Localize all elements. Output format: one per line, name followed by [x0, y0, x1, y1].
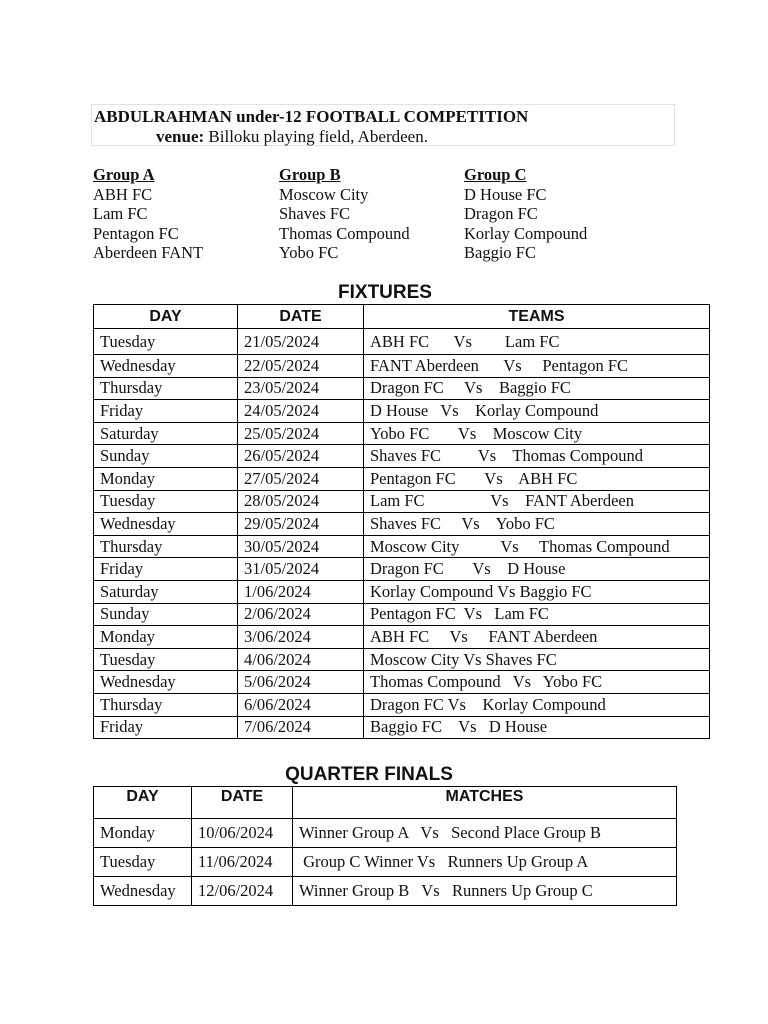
qf-day: Tuesday	[94, 848, 192, 877]
fixture-date: 7/06/2024	[238, 716, 364, 739]
fixture-date: 5/06/2024	[238, 671, 364, 694]
qf-match: Winner Group B Vs Runners Up Group C	[293, 877, 677, 906]
fixture-date: 1/06/2024	[238, 580, 364, 603]
fixture-row	[94, 490, 710, 513]
fixture-row	[94, 329, 710, 355]
group-team: Lam FC	[93, 204, 148, 223]
fixtures-table	[93, 304, 710, 739]
fixture-teams: Dragon FC Vs Korlay Compound	[364, 693, 710, 716]
fixture-date: 30/05/2024	[238, 535, 364, 558]
fixture-date: 6/06/2024	[238, 693, 364, 716]
group-team: Pentagon FC	[93, 223, 179, 243]
fixture-teams: Pentagon FC Vs ABH FC	[364, 467, 710, 490]
group-title: Group C	[464, 165, 527, 184]
group-title: Group A	[93, 165, 155, 184]
venue-value: Billoku playing field, Aberdeen.	[208, 127, 428, 146]
qf-date: 12/06/2024	[192, 877, 293, 906]
matches-header: MATCHES	[293, 787, 677, 819]
fixture-teams: FANT Aberdeen Vs Pentagon FC	[364, 355, 710, 378]
fixture-date: 23/05/2024	[238, 377, 364, 400]
fixture-day: Tuesday	[94, 648, 238, 671]
fixture-row	[94, 580, 710, 603]
fixture-row	[94, 422, 710, 445]
group-team: D House FC	[464, 184, 547, 204]
fixture-day: Saturday	[94, 422, 238, 445]
qf-date: 10/06/2024	[192, 819, 293, 848]
fixture-date: 28/05/2024	[238, 490, 364, 513]
venue-label: venue:	[156, 127, 205, 146]
group-title: Group B	[279, 165, 341, 184]
fixture-teams: Baggio FC Vs D House	[364, 716, 710, 739]
fixture-teams: Shaves FC Vs Thomas Compound	[364, 445, 710, 468]
fixture-day: Sunday	[94, 603, 238, 626]
fixture-row	[94, 693, 710, 716]
group-team: Aberdeen FANT	[93, 243, 204, 262]
fixture-row	[94, 400, 710, 423]
fixture-date: 25/05/2024	[238, 422, 364, 445]
group-a	[93, 165, 273, 263]
fixture-date: 31/05/2024	[238, 558, 364, 581]
fixture-teams: Thomas Compound Vs Yobo FC	[364, 671, 710, 694]
fixture-teams: ABH FC Vs Lam FC	[364, 329, 710, 355]
qf-match: Winner Group A Vs Second Place Group B	[293, 819, 677, 848]
fixture-day: Wednesday	[94, 513, 238, 536]
fixture-row	[94, 377, 710, 400]
quarter-final-row	[94, 877, 677, 906]
qf-day: Wednesday	[94, 877, 192, 906]
qf-day: Monday	[94, 819, 192, 848]
fixture-row	[94, 513, 710, 536]
group-team: Moscow City	[279, 184, 369, 204]
fixture-date: 4/06/2024	[238, 648, 364, 671]
fixture-row	[94, 671, 710, 694]
day-header: DAY	[94, 787, 192, 819]
fixture-day: Wednesday	[94, 355, 238, 378]
fixture-teams: Dragon FC Vs Baggio FC	[364, 377, 710, 400]
quarter-finals-table	[93, 786, 677, 906]
group-team: Shaves FC	[279, 204, 351, 223]
fixture-date: 3/06/2024	[238, 626, 364, 649]
fixture-day: Thursday	[94, 535, 238, 558]
fixture-date: 21/05/2024	[238, 329, 364, 355]
fixture-row	[94, 445, 710, 468]
fixture-row	[94, 626, 710, 649]
group-b	[279, 165, 459, 263]
venue-line	[94, 127, 672, 147]
fixture-date: 22/05/2024	[238, 355, 364, 378]
fixtures-title: FIXTURES	[338, 282, 432, 303]
group-team: Korlay Compound	[464, 223, 588, 243]
quarter-finals-title: QUARTER FINALS	[285, 764, 453, 785]
group-c	[464, 165, 644, 263]
fixture-day: Friday	[94, 716, 238, 739]
fixture-teams: Moscow City Vs Thomas Compound	[364, 535, 710, 558]
fixture-teams: Korlay Compound Vs Baggio FC	[364, 580, 710, 603]
competition-header	[91, 104, 675, 146]
fixture-day: Friday	[94, 558, 238, 581]
fixture-day: Wednesday	[94, 671, 238, 694]
fixture-day: Thursday	[94, 693, 238, 716]
fixture-teams: Dragon FC Vs D House	[364, 558, 710, 581]
fixture-row	[94, 355, 710, 378]
group-team: ABH FC	[93, 184, 153, 204]
fixture-day: Monday	[94, 467, 238, 490]
fixture-day: Tuesday	[94, 490, 238, 513]
fixture-day: Tuesday	[94, 329, 238, 355]
fixture-row	[94, 716, 710, 739]
fixtures-header-row	[94, 305, 710, 329]
group-team: Baggio FC	[464, 243, 536, 262]
qf-match: Group C Winner Vs Runners Up Group A	[293, 848, 677, 877]
fixture-row	[94, 648, 710, 671]
fixture-day: Monday	[94, 626, 238, 649]
fixture-row	[94, 467, 710, 490]
fixture-row	[94, 558, 710, 581]
fixture-day: Friday	[94, 400, 238, 423]
fixture-day: Thursday	[94, 377, 238, 400]
teams-header: TEAMS	[364, 305, 710, 329]
qf-header-row	[94, 787, 677, 819]
qf-date: 11/06/2024	[192, 848, 293, 877]
fixture-row	[94, 603, 710, 626]
fixture-date: 26/05/2024	[238, 445, 364, 468]
fixture-date: 24/05/2024	[238, 400, 364, 423]
fixture-teams: Lam FC Vs FANT Aberdeen	[364, 490, 710, 513]
fixture-date: 27/05/2024	[238, 467, 364, 490]
quarter-final-row	[94, 848, 677, 877]
fixture-teams: D House Vs Korlay Compound	[364, 400, 710, 423]
fixture-teams: ABH FC Vs FANT Aberdeen	[364, 626, 710, 649]
day-header: DAY	[94, 305, 238, 329]
fixture-row	[94, 535, 710, 558]
fixture-date: 2/06/2024	[238, 603, 364, 626]
fixture-teams: Yobo FC Vs Moscow City	[364, 422, 710, 445]
group-team: Yobo FC	[279, 243, 339, 262]
competition-title: ABDULRAHMAN under-12 FOOTBALL COMPETITION	[94, 107, 529, 126]
quarter-final-row	[94, 819, 677, 848]
fixture-date: 29/05/2024	[238, 513, 364, 536]
date-header: DATE	[238, 305, 364, 329]
date-header: DATE	[192, 787, 293, 819]
fixture-teams: Moscow City Vs Shaves FC	[364, 648, 710, 671]
fixture-day: Sunday	[94, 445, 238, 468]
fixture-teams: Shaves FC Vs Yobo FC	[364, 513, 710, 536]
group-team: Thomas Compound	[279, 223, 410, 243]
fixture-day: Saturday	[94, 580, 238, 603]
fixture-teams: Pentagon FC Vs Lam FC	[364, 603, 710, 626]
group-team: Dragon FC	[464, 204, 538, 223]
